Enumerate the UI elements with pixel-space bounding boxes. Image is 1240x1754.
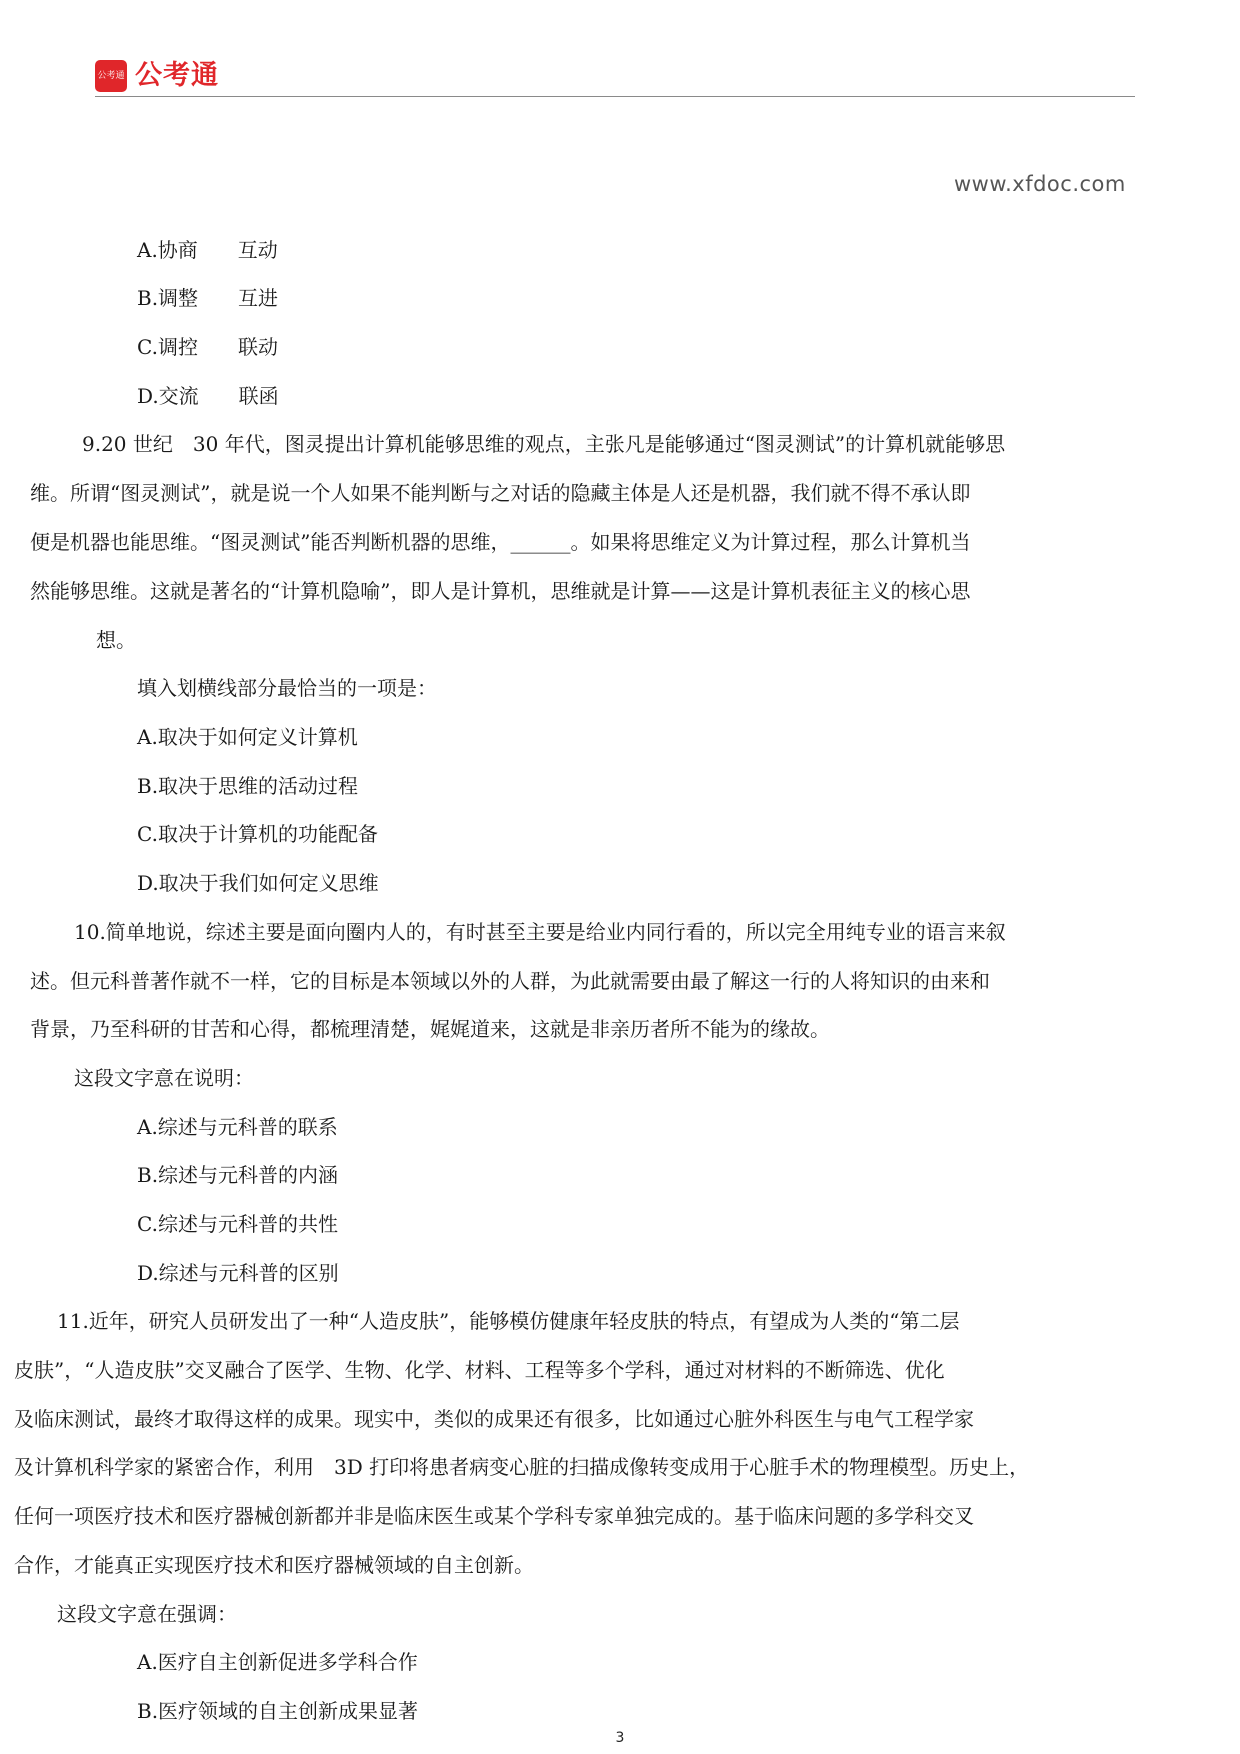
q10-prompt: 这段文字意在说明： [74, 1066, 254, 1090]
q11-line-2: 皮肤”，“人造皮肤”交叉融合了医学、生物、化学、材料、工程等多个学科，通过对材料的不断筛选、优化 [14, 1358, 945, 1382]
q10-line-3: 背景，乃至科研的甘苦和心得，都梳理清楚，娓娓道来，这就是非亲历者所不能为的缘故。 [30, 1017, 830, 1041]
q8-option-d: D.交流 联函 [137, 384, 279, 408]
q10-option-b: B.综述与元科普的内涵 [137, 1163, 339, 1187]
q11-line-4: 及计算机科学家的紧密合作，利用 3D 打印将患者病变心脏的扫描成像转变成用于心脏手术的物理模型。历史上， [14, 1455, 1030, 1479]
q9-option-b: B.取决于思维的活动过程 [137, 774, 359, 798]
q11-option-b: B.医疗领域的自主创新成果显著 [137, 1699, 419, 1723]
q11-line-1: 11.近年，研究人员研发出了一种“人造皮肤”，能够模仿健康年轻皮肤的特点，有望成为人类的“第二层 [57, 1309, 960, 1333]
q9-line-5: 想。 [96, 628, 136, 652]
q10-line-2: 述。但元科普著作就不一样，它的目标是本领域以外的人群，为此就需要由最了解这一行的人将知识的由来和 [30, 969, 990, 993]
q11-line-6: 合作，才能真正实现医疗技术和医疗器械领域的自主创新。 [14, 1553, 534, 1577]
q10-line-1: 10.简单地说，综述主要是面向圈内人的，有时甚至主要是给业内同行看的，所以完全用纯专业的语言来叙 [74, 920, 1006, 944]
q8-option-b: B.调整 互进 [137, 286, 279, 310]
q10-option-d: D.综述与元科普的区别 [137, 1261, 339, 1285]
q8-option-a: A.协商 互动 [137, 238, 278, 262]
q9-prompt: 填入划横线部分最恰当的一项是： [137, 676, 437, 700]
q8-option-c: C.调控 联动 [137, 335, 278, 359]
q9-option-c: C.取决于计算机的功能配备 [137, 822, 378, 846]
q9-option-d: D.取决于我们如何定义思维 [137, 871, 379, 895]
logo-badge: 公考通 [95, 60, 127, 92]
q11-option-a: A.医疗自主创新促进多学科合作 [137, 1650, 418, 1674]
q11-line-5: 任何一项医疗技术和医疗器械创新都并非是临床医生或某个学科专家单独完成的。基于临床问题的多学科交叉 [14, 1504, 974, 1528]
logo-text: 公考通 [135, 60, 219, 91]
q9-option-a: A.取决于如何定义计算机 [137, 725, 358, 749]
q9-line-3: 便是机器也能思维。“图灵测试”能否判断机器的思维，______。如果将思维定义为计算过程，那么计算机当 [30, 530, 971, 554]
q9-line-4: 然能够思维。这就是著名的“计算机隐喻”，即人是计算机，思维就是计算——这是计算机表征主义的核心思 [30, 579, 971, 603]
q11-prompt: 这段文字意在强调： [57, 1602, 237, 1626]
q11-line-3: 及临床测试，最终才取得这样的成果。现实中，类似的成果还有很多，比如通过心脏外科医生与电气工程学家 [14, 1407, 974, 1431]
q9-line-1: 9.20 世纪 30 年代，图灵提出计算机能够思维的观点，主张凡是能够通过“图灵测试”的计算机就能够思 [82, 432, 1006, 456]
q10-option-a: A.综述与元科普的联系 [137, 1115, 338, 1139]
site-watermark: www.xfdoc.com [954, 172, 1126, 196]
q10-option-c: C.综述与元科普的共性 [137, 1212, 338, 1236]
q9-line-2: 维。所谓“图灵测试”，就是说一个人如果不能判断与之对话的隐藏主体是人还是机器，我们就不得不承认即 [30, 481, 971, 505]
page-header [95, 56, 1135, 100]
header-divider [95, 96, 1135, 97]
page-number: 3 [615, 1730, 625, 1746]
